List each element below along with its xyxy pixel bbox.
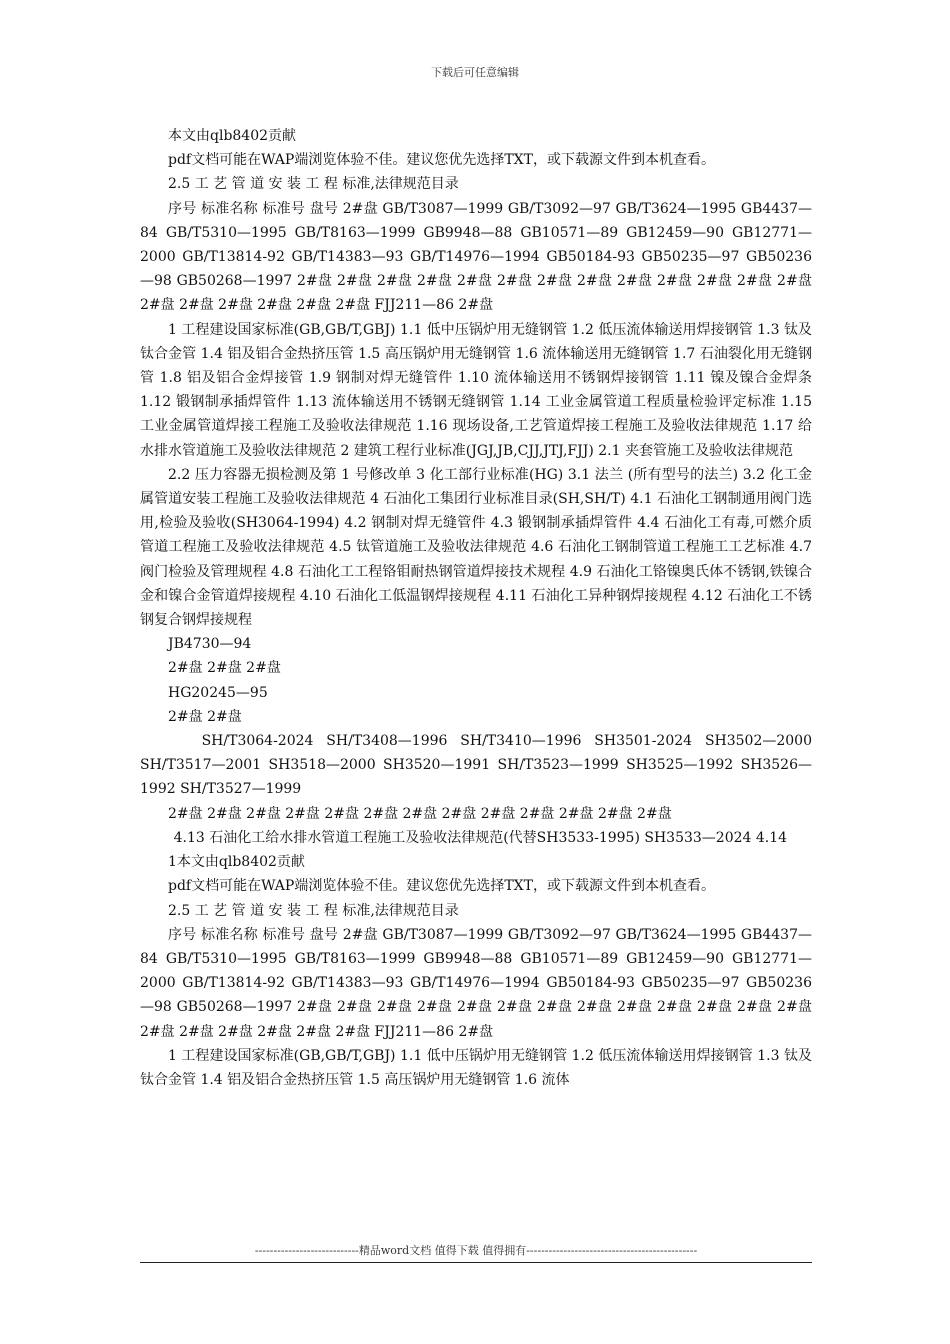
paragraph-national-standards: 1 工程建设国家标准(GB,GB/T,GBJ) 1.1 低中压锅炉用无缝钢管 1.2 低压流体输送用焊接钢管 1.3 钛及钛合金管 1.4 铝及铝合金热挤压管 1.5 高压锅炉用无缝钢管 1.6 流体输送用无缝钢管 1.7 石油裂化用无缝钢管 1.8 铝及铝合金焊接管 1.9 钢制对焊无缝管件 1.10 流体输送用不锈钢焊接钢管 1.11 镍及镍合金焊条 1.12 锻钢制承插焊管件 1.13 流体输送用不锈钢无缝钢管 1.14 工业金属管道工程质量检验评定标准 1.15 工业金属管道焊接工程施工及验收法律规范 1.16 现场设备,工艺管道焊接工程施工及验收法律规范 1.17 给水排水管道施工及验收法律规范 2 建筑工程行业标准(JGJ,JB,CJJ,JTJ,FJJ) 2.1 夹套管施工及验收法律规范 [140, 321, 812, 459]
paragraph-pdf-notice-repeat: pdf文档可能在WAP端浏览体验不佳。建议您优先选择TXT，或下载源文件到本机查看。 [168, 878, 715, 895]
document-body [140, 124, 812, 1092]
paragraph-contributor: 本文由qlb8402贡献 [168, 128, 297, 144]
paragraph-disk-2: 2#盘 2#盘 [168, 708, 242, 725]
paragraph-hg-code: HG20245—95 [168, 684, 268, 701]
section-title: 2.5 工 艺 管 道 安 装 工 程 标准,法律规范目录 [168, 176, 459, 193]
paragraph-standards-list: 序号 标准名称 标准号 盘号 2#盘 GB/T3087—1999 GB/T3092—97 GB/T3624—1995 GB4437—84 GB/T5310—1995 GB/T8163—1999 GB9948—88 GB10571—89 GB12459—90 GB12771—2000 GB/T13814-92 GB/T14383—93 GB/T14976—1994 GB50184-93 GB50235—97 GB50236—98 GB50268—1997 2#盘 2#盘 2#盘 2#盘 2#盘 2#盘 2#盘 2#盘 2#盘 2#盘 2#盘 2#盘 2#盘 2#盘 2#盘 2#盘 2#盘 2#盘 2#盘 FJJ211—86 2#盘 [140, 200, 812, 314]
paragraph-disk-3: 2#盘 2#盘 2#盘 2#盘 2#盘 2#盘 2#盘 2#盘 2#盘 2#盘 2#盘 2#盘 2#盘 [168, 805, 672, 822]
page-header: 下载后可任意编辑 [431, 66, 519, 79]
section-title-repeat: 2.5 工 艺 管 道 安 装 工 程 标准,法律规范目录 [168, 902, 459, 919]
page-footer: ----------------------------精品word文档 值得下载 值得拥有---------------------------------------------- [254, 1244, 698, 1257]
footer-divider [140, 1262, 812, 1263]
paragraph-national-standards-repeat: 1 工程建设国家标准(GB,GB/T,GBJ) 1.1 低中压锅炉用无缝钢管 1.2 低压流体输送用焊接钢管 1.3 钛及钛合金管 1.4 铝及铝合金热挤压管 1.5 高压锅炉用无缝钢管 1.6 流体 [140, 1047, 812, 1088]
paragraph-pdf-notice: pdf文档可能在WAP端浏览体验不佳。建议您优先选择TXT，或下载源文件到本机查看。 [168, 152, 715, 169]
paragraph-jb-code: JB4730—94 [168, 636, 252, 653]
paragraph-disk-1: 2#盘 2#盘 2#盘 [168, 660, 281, 677]
paragraph-sh-codes: SH/T3064-2024 SH/T3408—1996 SH/T3410—1996 SH3501-2024 SH3502—2000 SH/T3517—2001 SH3518—2000 SH3520—1991 SH/T3523—1999 SH3525—1992 SH3526—1992 SH/T3527—1999 [140, 733, 812, 798]
paragraph-4-13: 4.13 石油化工给水排水管道工程施工及验收法律规范(代替SH3533-1995) SH3533—2024 4.14 [173, 829, 788, 846]
paragraph-standards-list-repeat: 序号 标准名称 标准号 盘号 2#盘 GB/T3087—1999 GB/T3092—97 GB/T3624—1995 GB4437—84 GB/T5310—1995 GB/T8163—1999 GB9948—88 GB10571—89 GB12459—90 GB12771—2000 GB/T13814-92 GB/T14383—93 GB/T14976—1994 GB50184-93 GB50235—97 GB50236—98 GB50268—1997 2#盘 2#盘 2#盘 2#盘 2#盘 2#盘 2#盘 2#盘 2#盘 2#盘 2#盘 2#盘 2#盘 2#盘 2#盘 2#盘 2#盘 2#盘 2#盘 FJJ211—86 2#盘 [140, 926, 812, 1040]
paragraph-industry-standards: 2.2 压力容器无损检测及第 1 号修改单 3 化工部行业标准(HG) 3.1 法兰 (所有型号的法兰) 3.2 化工金属管道安装工程施工及验收法律规范 4 石油化工集团行业标准目录(SH,SH/T) 4.1 石油化工钢制通用阀门选用,检验及验收(SH3064-1994) 4.2 钢制对焊无缝管件 4.3 锻钢制承插焊管件 4.4 石油化工有毒,可燃介质管道工程施工及验收法律规范 4.5 钛管道施工及验收法律规范 4.6 石油化工钢制管道工程施工工艺标准 4.7 阀门检验及管理规程 4.8 石油化工工程铬钼耐热钢管道焊接技术规程 4.9 石油化工铬镍奥氏体不锈钢,铁镍合金和镍合金管道焊接规程 4.10 石油化工低温钢焊接规程 4.11 石油化工异种钢焊接规程 4.12 石油化工不锈钢复合钢焊接规程 [140, 466, 812, 629]
paragraph-contributor-repeat: 1本文由qlb8402贡献 [168, 854, 305, 871]
